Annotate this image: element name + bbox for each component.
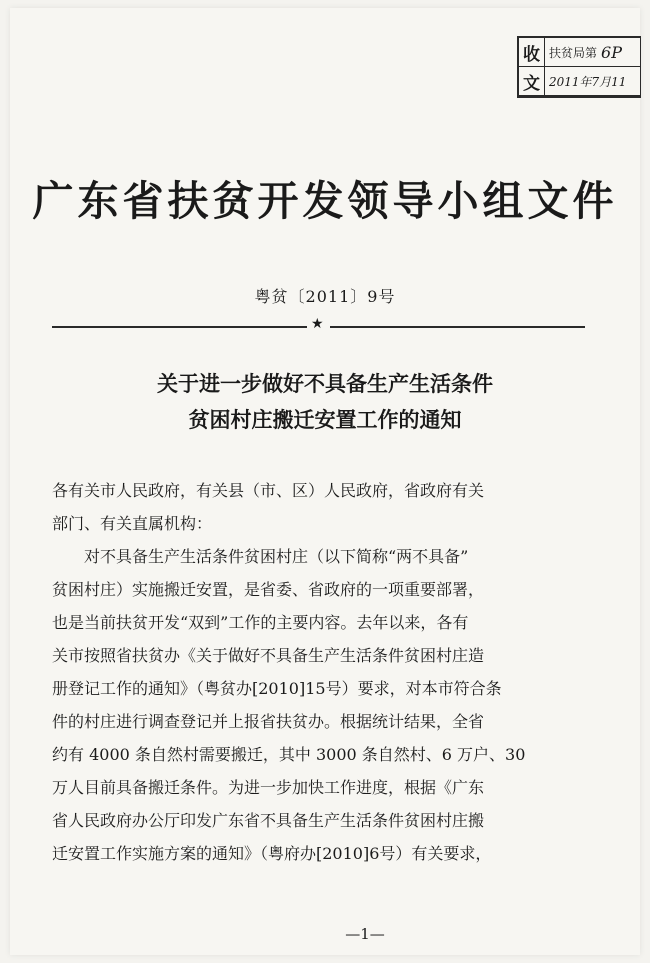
salutation-line-2: 部门、有关直属机构： bbox=[52, 514, 213, 533]
notice-body bbox=[52, 474, 597, 870]
paragraph-line: 约有 4000 条自然村需要搬迁，其中 3000 条自然村、6 万户、30 bbox=[52, 745, 526, 764]
paragraph-line: 关市按照省扶贫办《关于做好不具备生产生活条件贫困村庄造 bbox=[52, 646, 485, 665]
notice-subject bbox=[0, 366, 650, 438]
stamp-file-handwriting: 6P bbox=[601, 42, 622, 62]
subject-line-2: 贫困村庄搬迁安置工作的通知 bbox=[188, 407, 462, 432]
paragraph-line: 省人民政府办公厅印发广东省不具备生产生活条件贫困村庄搬 bbox=[52, 811, 485, 830]
subject-line-1: 关于进一步做好不具备生产生活条件 bbox=[157, 371, 493, 396]
separator-star-icon: ★ bbox=[311, 316, 324, 332]
document-number: 粤贫〔2011〕9号 bbox=[254, 287, 396, 306]
document-title: 广东省扶贫开发领导小组文件 bbox=[32, 177, 618, 225]
receipt-stamp bbox=[517, 36, 641, 98]
paragraph-line: 件的村庄进行调查登记并上报省扶贫办。根据统计结果，全省 bbox=[52, 712, 485, 731]
stamp-label-document: 文 bbox=[519, 67, 545, 96]
paragraph-line: 迁安置工作实施方案的通知》（粤府办[2010]6号）有关要求， bbox=[52, 844, 492, 863]
paragraph-line: 对不具备生产生活条件贫困村庄（以下简称“两不具备” bbox=[84, 547, 469, 566]
stamp-label-receive: 收 bbox=[519, 38, 545, 67]
stamp-file-text: 扶贫局第 bbox=[549, 45, 598, 60]
paragraph-line: 也是当前扶贫开发“双到”工作的主要内容。去年以来，各有 bbox=[52, 613, 469, 632]
separator-line-left bbox=[52, 326, 307, 328]
page-number: —1— bbox=[345, 925, 385, 943]
salutation-line-1: 各有关市人民政府，有关县（市、区）人民政府，省政府有关 bbox=[52, 481, 485, 500]
paragraph-line: 万人目前具备搬迁条件。为进一步加快工作进度，根据《广东 bbox=[52, 778, 485, 797]
separator-line-right bbox=[330, 326, 585, 328]
stamp-file-number bbox=[545, 38, 641, 67]
paragraph-line: 册登记工作的通知》（粤贫办[2010]15号）要求，对本市符合条 bbox=[52, 679, 502, 698]
paragraph-line: 贫困村庄）实施搬迁安置，是省委、省政府的一项重要部署， bbox=[52, 580, 485, 599]
stamp-date: 2011年7月11 bbox=[545, 67, 641, 96]
